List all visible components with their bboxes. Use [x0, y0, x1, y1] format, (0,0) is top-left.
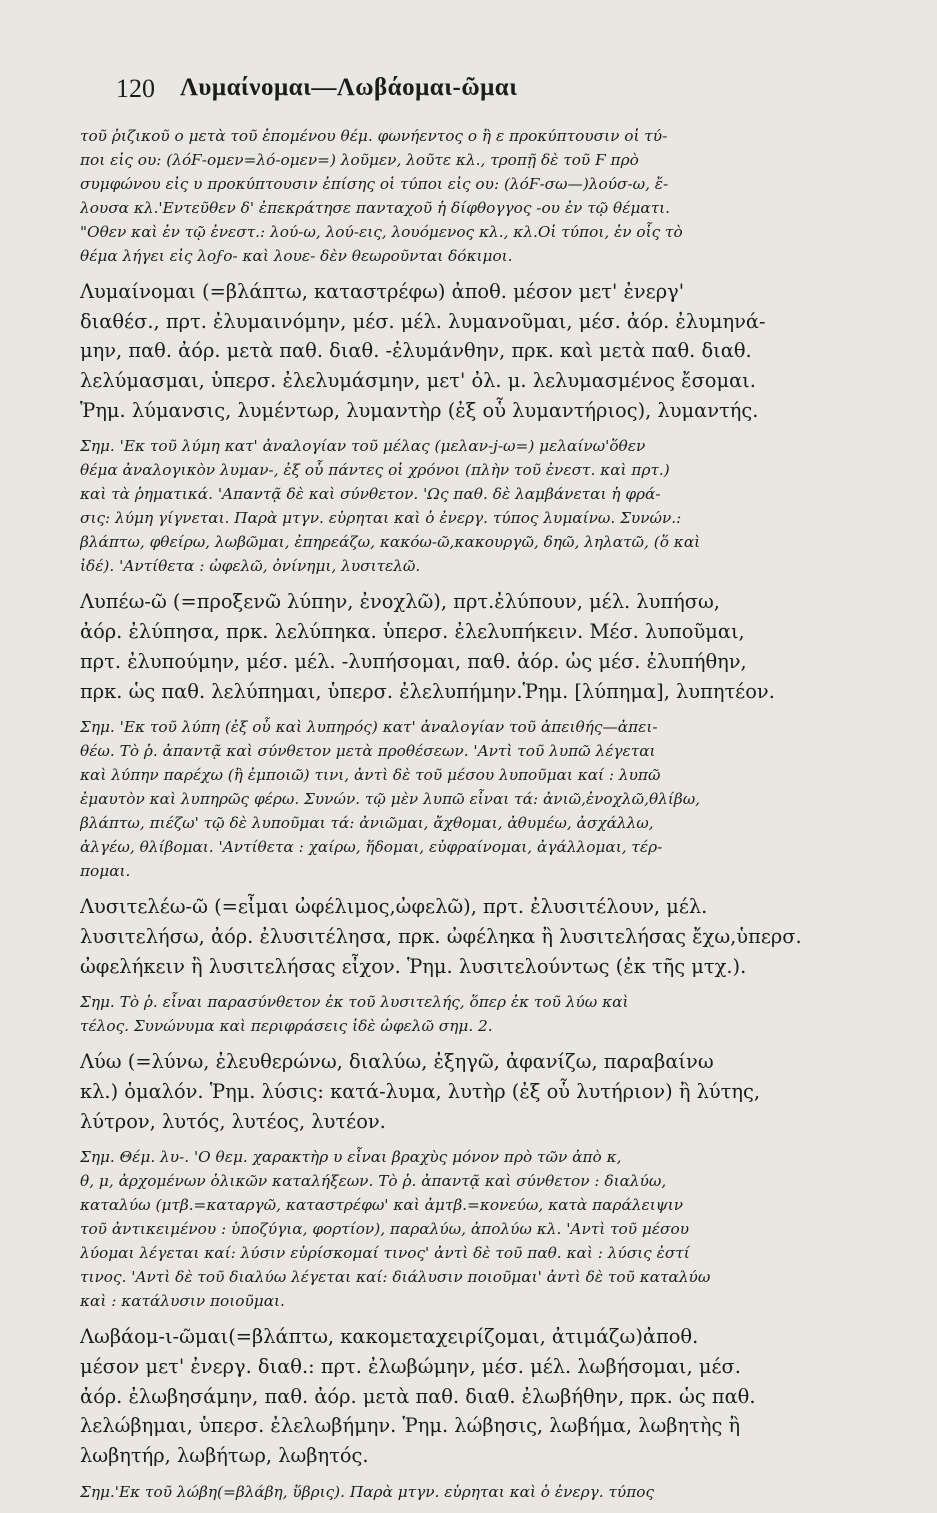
text-line: μην, παθ. ἀόρ. μετὰ παθ. διαθ. -ἐλυμάνθην, πρκ. καὶ μετὰ παθ. διαθ. — [80, 339, 752, 363]
text-line: Σημ. Τὸ ῥ. εἶναι παρασύνθετον ἐκ τοῦ λυσιτελής, ὅπερ ἐκ τοῦ λύω καὶ — [80, 993, 629, 1012]
text-line: λελώβημαι, ὑπερσ. ἐλελωβήμην. Ῥημ. λώβησις, λωβήμα, λωβητὴς ἢ — [80, 1414, 741, 1438]
text-line: ὠφελήκειν ἢ λυσιτελήσας εἶχον. Ῥημ. λυσιτελούντως (ἐκ τῆς μτχ.). — [80, 954, 747, 978]
text-line: λωβητήρ, λωβήτωρ, λωβητός. — [80, 1444, 369, 1468]
text-line: Λωβάομ-ι-ῶμαι(=βλάπτω, κακομεταχειρίζομαι, ἀτιμάζω)ἀποθ. — [80, 1325, 699, 1349]
note-block — [80, 715, 910, 883]
running-head: Λυμαίνομαι—Λωβάομαι-ῶμαι — [180, 74, 518, 101]
text-line: καὶ : κατάλυσιν ποιοῦμαι. — [80, 1292, 285, 1311]
page-number: 120 — [116, 74, 155, 103]
text-line: ποι εἰς ου: (λόϜ-ομεν=λό-ομεν=) λοῦμεν, λοῦτε κλ., τροπῇ δὲ τοῦ Ϝ πρὸ — [80, 151, 639, 169]
text-line: κλ.) ὁμαλόν. Ῥημ. λύσις: κατά-λυμα, λυτὴρ (ἐξ οὗ λυτήριον) ἢ λύτης, — [80, 1079, 761, 1103]
note-block — [80, 1480, 910, 1504]
dictionary-text — [80, 124, 910, 1513]
text-line: "Οθεν καὶ ἐν τῷ ἐνεστ.: λού-ω, λού-εις, λουόμενος κλ., κλ.Οἱ τύποι, ἐν οἷς τὸ — [80, 223, 683, 241]
text-line: θ, μ, ἀρχομένων ὁλικῶν καταλήξεων. Τὸ ῥ. ἀπαντᾷ καὶ σύνθετον : διαλύω, — [80, 1172, 667, 1191]
entry-block — [80, 587, 910, 706]
text-line: λελύμασμαι, ὑπερσ. ἐλελυμάσμην, μετ' ὀλ. μ. λελυμασμένος ἔσομαι. — [80, 369, 756, 393]
text-line: καταλύω (μτβ.=καταργῶ, καταστρέφω' καὶ ἀμτβ.=κονεύω, κατὰ παράλειψιν — [80, 1196, 684, 1215]
text-line: τινος. 'Αντὶ δὲ τοῦ διαλύω λέγεται καί: διάλυσιν ποιοῦμαι' ἀντὶ δὲ τοῦ καταλύω — [80, 1268, 711, 1287]
text-line: μέσον μετ' ἐνεργ. διαθ.: πρτ. ἐλωβώμην, μέσ. μέλ. λωβήσομαι, μέσ. — [80, 1355, 741, 1378]
text-line: θέω. Τὸ ῥ. ἀπαντᾷ καὶ σύνθετον μετὰ προθέσεων. 'Αντὶ τοῦ λυπῶ λέγεται — [80, 742, 656, 761]
text-line: ἐμαυτὸν καὶ λυπηρῶς φέρω. Συνών. τῷ μὲν λυπῶ εἶναι τά: ἀνιῶ,ἐνοχλῶ,θλίβω, — [80, 790, 701, 809]
text-line: καὶ τὰ ῥηματικά. 'Απαντᾷ δὲ καὶ σύνθετον. 'Ως παθ. δὲ λαμβάνεται ἡ φρά- — [80, 485, 661, 504]
text-line: Λυσιτελέω-ῶ (=εἶμαι ὠφέλιμος,ὠφελῶ), πρτ. ἐλυσιτέλουν, μέλ. — [80, 895, 708, 919]
note-block — [80, 990, 910, 1038]
text-line: Σημ. Θέμ. λυ-. 'Ο θεμ. χαρακτὴρ υ εἶναι βραχὺς μόνον πρὸ τῶν ἀπὸ κ, — [80, 1148, 622, 1167]
page-header — [116, 74, 916, 108]
entry-block — [80, 1047, 910, 1136]
note-block — [80, 434, 910, 578]
text-line: διαθέσ., πρτ. ἐλυμαινόμην, μέσ. μέλ. λυμανοῦμαι, μέσ. ἀόρ. ἐλυμηνά- — [80, 309, 766, 333]
note-block — [80, 1145, 910, 1313]
text-line: πρκ. ὡς παθ. λελύπημαι, ὑπερσ. ἐλελυπήμην.Ῥημ. [λύπημα], λυπητέον. — [80, 679, 775, 703]
text-line: βλάπτω, φθείρω, λωβῶμαι, ἐπηρεάζω, κακόω-ῶ,κακουργῶ, δηῶ, ληλατῶ, (ὅ καὶ — [80, 533, 701, 552]
entry-block — [80, 892, 910, 981]
text-line: λύτρον, λυτός, λυτέος, λυτέον. — [80, 1109, 386, 1133]
text-line: βλάπτω, πιέζω' τῷ δὲ λυποῦμαι τά: ἀνιῶμαι, ἄχθομαι, ἀθυμέω, ἀσχάλλω, — [80, 814, 654, 833]
text-line: λυσιτελήσω, ἀόρ. ἐλυσιτέλησα, πρκ. ὠφέληκα ἢ λυσιτελήσας ἔχω,ὑπερσ. — [80, 924, 802, 948]
text-line: ἀόρ. ἐλύπησα, πρκ. λελύπηκα. ὑπερσ. ἐλελυπήκειν. Μέσ. λυποῦμαι, — [80, 620, 745, 644]
text-line: Σημ. 'Εκ τοῦ λύπη (ἐξ οὗ καὶ λυπηρός) κατ' ἀναλογίαν τοῦ ἀπειθής—ἀπει- — [80, 718, 658, 737]
note-block — [80, 124, 910, 268]
text-line: Σημ. 'Εκ τοῦ λύμη κατ' ἀναλογίαν τοῦ μέλας (μελαν-j-ω=) μελαίνω'ὅθεν — [80, 437, 646, 456]
text-line: Λύω (=λύνω, ἐλευθερώνω, διαλύω, ἐξηγῶ, ἀφανίζω, παραβαίνω — [80, 1050, 714, 1074]
text-line: τέλος. Συνώνυμα καὶ περιφράσεις ἰδὲ ὠφελῶ σημ. 2. — [80, 1017, 493, 1036]
text-line: Σημ.'Εκ τοῦ λώβη(=βλάβη, ὕβρις). Παρὰ μτγν. εὑρηται καὶ ὁ ἐνεργ. τύπος — [80, 1482, 655, 1501]
text-line: ἀόρ. ἐλωβησάμην, παθ. ἀόρ. μετὰ παθ. διαθ. ἐλωβήθην, πρκ. ὡς παθ. — [80, 1384, 756, 1408]
text-line: λύομαι λέγεται καί: λύσιν εὑρίσκομαί τινος' ἀντὶ δὲ τοῦ παθ. καὶ : λύσις ἐστί — [80, 1244, 690, 1263]
text-line: πρτ. ἐλυπούμην, μέσ. μέλ. -λυπήσομαι, παθ. ἀόρ. ὡς μέσ. ἐλυπήθην, — [80, 649, 747, 673]
text-line: θέμα ἀναλογικὸν λυμαν-, ἐξ οὗ πάντες οἱ χρόνοι (πλὴν τοῦ ἐνεστ. καὶ πρτ.) — [80, 461, 670, 480]
text-line: λουσα κλ.'Εντεῦθεν δ' ἐπεκράτησε πανταχοῦ ἡ δίφθογγος -ου ἐν τῷ θέματι. — [80, 199, 671, 217]
entry-block — [80, 277, 910, 425]
text-line: Λυμαίνομαι (=βλάπτω, καταστρέφω) ἀποθ. μέσον μετ' ἐνεργ' — [80, 280, 685, 303]
text-line: καὶ λύπην παρέχω (ἢ ἐμποιῶ) τινι, ἀντὶ δὲ τοῦ μέσου λυποῦμαι καί : λυπῶ — [80, 766, 661, 785]
text-line: σις: λύμη γίγνεται. Παρὰ μτγν. εὑρηται καὶ ὁ ἐνεργ. τύπος λυμαίνω. Συνών.: — [80, 509, 682, 528]
text-line: τοῦ ἀντικειμένου : ὑποζύγια, φορτίον), παραλύω, ἀπολύω κλ. 'Αντὶ τοῦ μέσου — [80, 1220, 689, 1239]
text-line: ἀλγέω, θλίβομαι. 'Αντίθετα : χαίρω, ἥδομαι, εὐφραίνομαι, ἀγάλλομαι, τέρ- — [80, 838, 663, 857]
text-line: πομαι. — [80, 862, 131, 881]
text-line: Ῥημ. λύμανσις, λυμέντωρ, λυμαντὴρ (ἐξ οὗ λυμαντήριος), λυμαντής. — [80, 398, 759, 422]
entry-block — [80, 1322, 910, 1470]
text-line: ἰδέ). 'Αντίθετα : ὠφελῶ, ὀνίνημι, λυσιτελῶ. — [80, 557, 421, 576]
text-line: συμφώνου εἰς υ προκύπτουσιν ἐπίσης οἱ τύποι εἰς ου: (λόϜ-σω—)λούσ-ω, ἔ- — [80, 175, 669, 193]
text-line: Λυπέω-ῶ (=προξενῶ λύπην, ἐνοχλῶ), πρτ.ἐλύπουν, μέλ. λυπήσω, — [80, 590, 720, 614]
text-line: τοῦ ῥιζικοῦ ο μετὰ τοῦ ἑπομένου θέμ. φωνήεντος ο ἢ ε προκύπτουσιν οἱ τύ- — [80, 127, 668, 145]
text-line: θέμα λήγει εἰς λοϝο- καὶ λουε- δὲν θεωροῦνται δόκιμοι. — [80, 247, 513, 265]
